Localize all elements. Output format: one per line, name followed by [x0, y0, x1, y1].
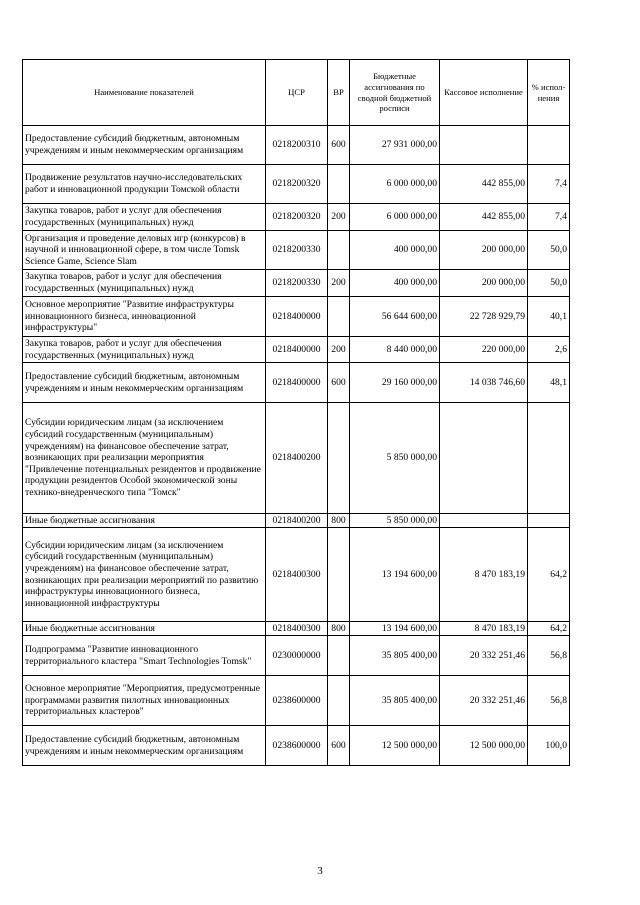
row-csr: 0218200320	[266, 204, 328, 231]
row-budget: 5 850 000,00	[350, 403, 440, 514]
row-name: Основное мероприятие "Развитие инфраструктуры инновационного бизнеса, инновационной инфраструктуры"	[23, 297, 266, 337]
table-row	[23, 403, 570, 514]
row-csr: 0218200330	[266, 231, 328, 270]
row-vr	[328, 297, 350, 337]
row-name: Подпрограмма "Развитие инновационного территориального кластера "Smart Technologies Tomsk"	[23, 636, 266, 676]
row-csr: 0218200310	[266, 126, 328, 165]
page-number: 3	[317, 865, 323, 877]
row-cash	[440, 514, 528, 528]
budget-execution-table	[22, 59, 570, 766]
row-cash: 442 855,00	[440, 165, 528, 204]
row-budget: 6 000 000,00	[350, 165, 440, 204]
table-row	[23, 231, 570, 270]
row-percent: 64,2	[528, 528, 570, 622]
table-row	[23, 297, 570, 337]
row-cash: 442 855,00	[440, 204, 528, 231]
row-budget: 27 931 000,00	[350, 126, 440, 165]
row-vr	[328, 528, 350, 622]
header-vr: ВР	[328, 60, 350, 126]
row-vr: 200	[328, 270, 350, 297]
row-percent: 100,0	[528, 726, 570, 766]
row-cash: 200 000,00	[440, 270, 528, 297]
header-budget: Бюджетные ассигнования по сводной бюджетной росписи	[350, 60, 440, 126]
row-csr: 0218400200	[266, 403, 328, 514]
row-name: Закупка товаров, работ и услуг для обеспечения государственных (муниципальных) нужд	[23, 270, 266, 297]
row-percent: 48,1	[528, 363, 570, 403]
row-name: Закупка товаров, работ и услуг для обеспечения государственных (муниципальных) нужд	[23, 337, 266, 363]
table-header-row	[23, 60, 570, 126]
row-cash: 8 470 183,19	[440, 528, 528, 622]
row-name: Субсидии юридическим лицам (за исключением субсидий государственным (муниципальным) учреждениям) на финансовое обеспечение затрат, возникающих при реализации мероприятий по развитию инфраструктуры инновационного бизнеса, инновационной инфраструктуры	[23, 528, 266, 622]
row-vr: 200	[328, 337, 350, 363]
table-row	[23, 126, 570, 165]
row-percent: 7,4	[528, 204, 570, 231]
row-name: Закупка товаров, работ и услуг для обеспечения государственных (муниципальных) нужд	[23, 204, 266, 231]
row-csr: 0238600000	[266, 726, 328, 766]
row-csr: 0218400300	[266, 528, 328, 622]
row-vr	[328, 403, 350, 514]
table-row	[23, 676, 570, 726]
row-vr	[328, 165, 350, 204]
row-cash: 12 500 000,00	[440, 726, 528, 766]
header-percent: % испол-нения	[528, 60, 570, 126]
row-cash: 20 332 251,46	[440, 676, 528, 726]
table-row	[23, 636, 570, 676]
row-csr: 0218200330	[266, 270, 328, 297]
row-percent: 56,8	[528, 636, 570, 676]
row-budget: 400 000,00	[350, 231, 440, 270]
table-row	[23, 363, 570, 403]
row-cash: 20 332 251,46	[440, 636, 528, 676]
row-vr: 800	[328, 622, 350, 636]
row-budget: 5 850 000,00	[350, 514, 440, 528]
row-budget: 13 194 600,00	[350, 622, 440, 636]
header-name: Наименование показателей	[23, 60, 266, 126]
row-vr: 600	[328, 726, 350, 766]
row-csr: 0230000000	[266, 636, 328, 676]
row-percent: 7,4	[528, 165, 570, 204]
row-csr: 0218200320	[266, 165, 328, 204]
row-name: Предоставление субсидий бюджетным, автономным учреждениям и иным некоммерческим организациям	[23, 363, 266, 403]
header-cash: Кассовое исполнение	[440, 60, 528, 126]
row-name: Субсидии юридическим лицам (за исключением субсидий государственным (муниципальным) учреждениям) на финансовое обеспечение затрат, возникающих при реализации мероприятия "Привлечение потенциальных резидентов и продвижение продукции резидентов Особой экономической зоны технико-внедренческого типа "Томск"	[23, 403, 266, 514]
row-csr: 0218400000	[266, 297, 328, 337]
row-percent	[528, 126, 570, 165]
table-row	[23, 528, 570, 622]
row-vr: 600	[328, 363, 350, 403]
row-budget: 29 160 000,00	[350, 363, 440, 403]
row-vr	[328, 231, 350, 270]
row-name: Предоставление субсидий бюджетным, автономным учреждениям и иным некоммерческим организациям	[23, 726, 266, 766]
row-csr: 0238600000	[266, 676, 328, 726]
row-percent: 64,2	[528, 622, 570, 636]
row-vr	[328, 636, 350, 676]
table-row	[23, 514, 570, 528]
row-budget: 35 805 400,00	[350, 636, 440, 676]
row-budget: 13 194 600,00	[350, 528, 440, 622]
row-cash	[440, 126, 528, 165]
row-percent	[528, 403, 570, 514]
row-cash: 22 728 929,79	[440, 297, 528, 337]
row-name: Иные бюджетные ассигнования	[23, 622, 266, 636]
row-csr: 0218400300	[266, 622, 328, 636]
row-percent: 40,1	[528, 297, 570, 337]
row-name: Основное мероприятие "Мероприятия, предусмотренные программами развития пилотных инновационных территориальных кластеров"	[23, 676, 266, 726]
row-csr: 0218400200	[266, 514, 328, 528]
row-percent: 50,0	[528, 231, 570, 270]
row-csr: 0218400000	[266, 337, 328, 363]
row-name: Организация и проведение деловых игр (конкурсов) в научной и инновационной сфере, в том числе Tomsk Science Game, Science Slam	[23, 231, 266, 270]
row-percent: 2,6	[528, 337, 570, 363]
row-name: Продвижение результатов научно-исследовательских работ и инновационной продукции Томской области	[23, 165, 266, 204]
row-vr: 800	[328, 514, 350, 528]
table-row	[23, 337, 570, 363]
row-name: Предоставление субсидий бюджетным, автономным учреждениям и иным некоммерческим организациям	[23, 126, 266, 165]
row-name: Иные бюджетные ассигнования	[23, 514, 266, 528]
header-csr: ЦСР	[266, 60, 328, 126]
row-csr: 0218400000	[266, 363, 328, 403]
row-cash	[440, 403, 528, 514]
row-cash: 8 470 183,19	[440, 622, 528, 636]
row-budget: 35 805 400,00	[350, 676, 440, 726]
table-row	[23, 165, 570, 204]
table-row	[23, 622, 570, 636]
table-row	[23, 204, 570, 231]
row-percent: 56,8	[528, 676, 570, 726]
row-vr	[328, 676, 350, 726]
row-cash: 220 000,00	[440, 337, 528, 363]
table-row	[23, 726, 570, 766]
row-budget: 56 644 600,00	[350, 297, 440, 337]
row-vr: 200	[328, 204, 350, 231]
row-budget: 8 440 000,00	[350, 337, 440, 363]
row-budget: 12 500 000,00	[350, 726, 440, 766]
row-cash: 200 000,00	[440, 231, 528, 270]
row-budget: 6 000 000,00	[350, 204, 440, 231]
row-budget: 400 000,00	[350, 270, 440, 297]
table-row	[23, 270, 570, 297]
row-percent: 50,0	[528, 270, 570, 297]
row-vr: 600	[328, 126, 350, 165]
row-percent	[528, 514, 570, 528]
row-cash: 14 038 746,60	[440, 363, 528, 403]
